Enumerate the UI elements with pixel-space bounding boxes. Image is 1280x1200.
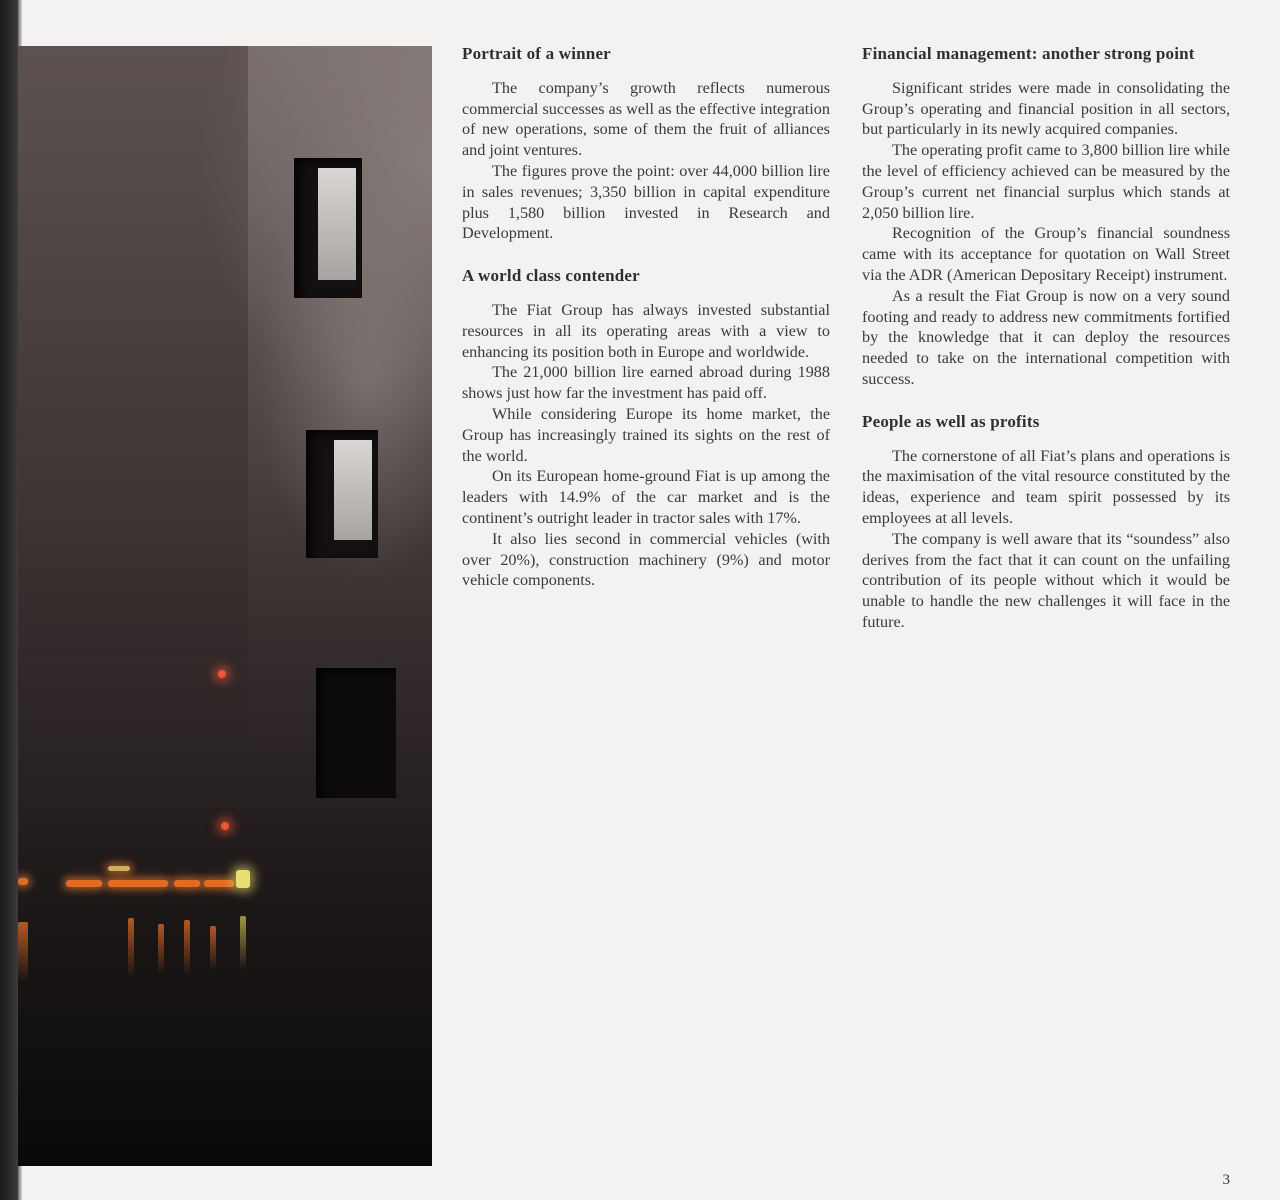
body-paragraph: As a result the Fiat Group is now on a very sound footing and ready to address new commitments fortified by the knowledge that it can deploy the resources needed to take on the international competition with success. [862,286,1230,388]
body-paragraph: The 21,000 billion lire earned abroad during 1988 shows just how far the investment has paid off. [462,363,830,403]
red-light [218,670,226,678]
building-window [294,158,362,298]
section-heading: Portrait of a winner [462,44,611,63]
water-reflection [128,918,134,978]
page-number: 3 [1222,1172,1230,1188]
light-streak [204,880,234,887]
body-paragraph: On its European home-ground Fiat is up among the leaders with 14.9% of the car market and is the continent’s outright leader in tractor sales with 17%. [462,467,830,527]
building-window [316,668,396,798]
red-light [221,822,229,830]
section-heading: People as well as profits [862,411,1040,431]
body-paragraph: The Fiat Group has always invested substantial resources in all its operating areas with a view to enhancing its position both in Europe and worldwide. [462,300,830,361]
section-heading: A world class contender [462,266,640,286]
body-paragraph: Recognition of the Group’s financial soundness came with its acceptance for quotation on Wall Street via the ADR (American Depositary Receipt) instrument. [862,224,1230,284]
binding-spine [0,0,18,1200]
body-paragraph: The cornerstone of all Fiat’s plans and operations is the maximisation of the vital resource constituted by the ideas, experience and team spirit possessed by its employees at all levels. [862,446,1230,527]
body-paragraph: The figures prove the point: over 44,000 billion lire in sales revenues; 3,350 billion in capital expenditure plus 1,580 billion invested in Research and Development. [462,161,830,243]
body-paragraph: While considering Europe its home market, the Group has increasingly trained its sights on the rest of the world. [462,404,830,465]
left-text-column [462,44,830,591]
water-reflection [184,920,190,976]
water-reflection [158,924,164,974]
body-paragraph: The operating profit came to 3,800 billion lire while the level of efficiency achieved can be measured by the Group’s current net financial surplus which stands at 2,050 billion lire. [862,141,1230,222]
body-paragraph: Significant strides were made in consolidating the Group’s operating and financial position in all sectors, but particularly in its newly acquired companies. [862,78,1230,139]
building-facade [248,46,432,766]
building-window [306,430,378,558]
water-reflection [210,926,216,970]
light-streak [174,880,200,887]
light-streak [66,880,102,887]
light-streak [108,880,168,887]
water-reflection [18,922,28,982]
light-streak [108,866,130,871]
body-paragraph: The company is well aware that its “soundess” also derives from the fact that it can count on the unfailing contribution of its people without which it would be unable to handle the new challenges it will face in the future. [862,529,1230,631]
light-streak [236,870,250,888]
water-reflection [240,916,246,970]
body-paragraph: It also lies second in commercial vehicles (with over 20%), construction machinery (9%) and motor vehicle components. [462,529,830,590]
right-text-column [862,44,1230,633]
night-building-photo [18,46,432,1166]
body-paragraph: The company’s growth reflects numerous commercial successes as well as the effective integration of new operations, some of them the fruit of alliances and joint ventures. [462,78,830,160]
light-streak [18,878,28,885]
section-heading: Financial management: another strong point [862,44,1195,63]
